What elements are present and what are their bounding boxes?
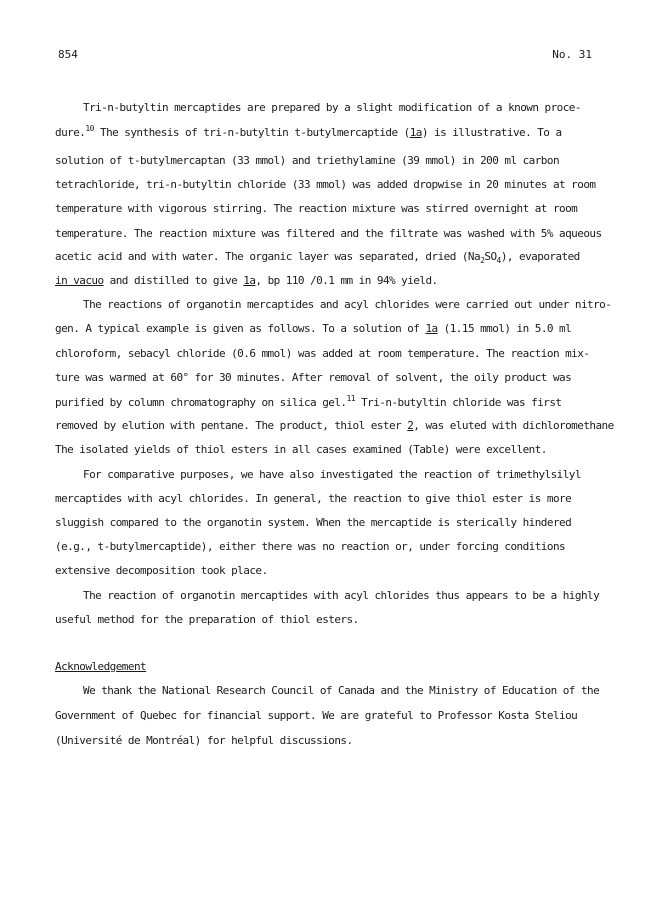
body-line xyxy=(55,419,614,433)
body-line xyxy=(55,274,438,288)
text-run: Tri-n-butyltin chloride was first xyxy=(355,396,562,409)
body-line: useful method for the preparation of thiol esters. xyxy=(55,613,359,626)
page-number: 854 xyxy=(58,48,78,61)
text-run: ) is illustrative. To a xyxy=(421,126,562,139)
body-line xyxy=(55,126,562,140)
text-run: removed by elution with pentane. The product, thiol ester xyxy=(55,419,408,432)
text-run: , was eluted with dichloromethane xyxy=(413,419,614,432)
body-line: (Université de Montréal) for helpful discussions. xyxy=(55,734,353,747)
text-run: SO xyxy=(484,250,497,263)
body-line: chloroform, sebacyl chloride (0.6 mmol) was added at room temperature. The reaction mix- xyxy=(55,347,590,360)
body-line: tetrachloride, tri-n-butyltin chloride (33 mmol) was added dropwise in 20 minutes at room xyxy=(55,178,596,191)
body-line: ture was warmed at 60° for 30 minutes. After removal of solvent, the oily product was xyxy=(55,371,572,384)
body-line: The reaction of organotin mercaptides with acyl chlorides thus appears to be a highly xyxy=(83,589,600,602)
body-line: temperature with vigorous stirring. The reaction mixture was stirred overnight at room xyxy=(55,202,578,215)
body-line: We thank the National Research Council of Canada and the Ministry of Education of the xyxy=(83,684,600,697)
body-line xyxy=(55,322,571,336)
text-run: and distilled to give xyxy=(103,274,244,287)
in-vacuo-term: in vacuo xyxy=(55,274,104,287)
body-line xyxy=(55,396,562,410)
subscript: 4 xyxy=(496,256,501,265)
text-run: , bp 110 /0.1 mm in 94% yield. xyxy=(255,274,438,287)
text-run: gen. A typical example is given as follows. To a solution of xyxy=(55,322,426,335)
subscript: 2 xyxy=(480,256,485,265)
body-line: The reactions of organotin mercaptides and acyl chlorides were carried out under nitro- xyxy=(83,298,612,311)
body-line: Government of Quebec for financial support. We are grateful to Professor Kosta Steliou xyxy=(55,709,578,722)
text-run: ), evaporated xyxy=(500,250,580,263)
text-run: The synthesis of tri-n-butyltin t-butylmercaptide ( xyxy=(93,126,410,139)
acknowledgement-heading: Acknowledgement xyxy=(55,660,147,673)
body-line: The isolated yields of thiol esters in all cases examined (Table) were excellent. xyxy=(55,443,547,456)
reference-superscript: 10 xyxy=(85,124,94,133)
body-line: Tri-n-butyltin mercaptides are prepared by a slight modification of a known proce- xyxy=(83,101,581,114)
body-line: solution of t-butylmercaptan (33 mmol) and triethylamine (39 mmol) in 200 ml carbon xyxy=(55,154,560,167)
body-line: extensive decomposition took place. xyxy=(55,564,268,577)
issue-number: No. 31 xyxy=(552,48,592,61)
reference-superscript: 11 xyxy=(346,394,356,403)
body-line: (e.g., t-butylmercaptide), either there was no reaction or, under forcing conditions xyxy=(55,540,566,553)
compound-label: 1a xyxy=(243,274,256,287)
body-line: For comparative purposes, we have also investigated the reaction of trimethylsilyl xyxy=(83,468,581,481)
compound-label: 1a xyxy=(425,322,438,335)
body-line xyxy=(55,250,580,264)
text-run: acetic acid and with water. The organic layer was separated, dried (Na xyxy=(55,250,481,263)
compound-label: 2 xyxy=(407,419,414,432)
body-line: temperature. The reaction mixture was filtered and the filtrate was washed with 5% aqueous xyxy=(55,227,602,240)
body-line: sluggish compared to the organotin system. When the mercaptide is sterically hindered xyxy=(55,516,572,529)
text-run: dure. xyxy=(55,126,86,139)
body-line: mercaptides with acyl chlorides. In general, the reaction to give thiol ester is more xyxy=(55,492,572,505)
compound-label: 1a xyxy=(409,126,422,139)
text-run: purified by column chromatography on silica gel. xyxy=(55,396,347,409)
text-run: (1.15 mmol) in 5.0 ml xyxy=(437,322,572,335)
